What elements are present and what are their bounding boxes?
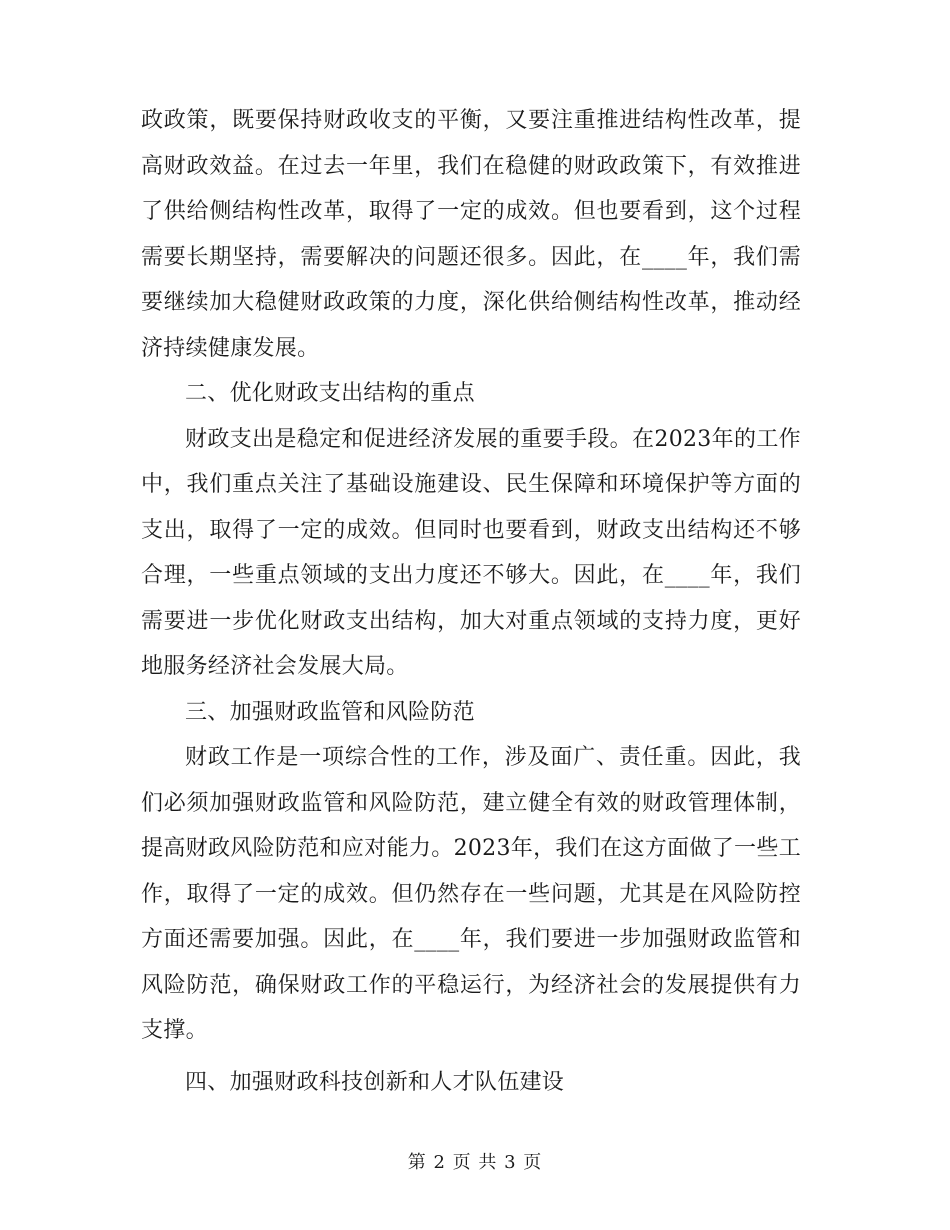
- document-body: [141, 98, 801, 1105]
- section-heading-optimize-expenditure: 二、优化财政支出结构的重点: [185, 381, 475, 406]
- paragraph-continued-fiscal-policy: 政政策，既要保持财政收支的平衡，又要注重推进结构性改革，提高财政效益。在过去一年里，我们在稳健的财政政策下，有效推进了供给侧结构性改革，取得了一定的成效。但也要看到，这个过程需要长期坚持，需要解决的问题还很多。因此，在____年，我们需要继续加大稳健财政政策的力度，深化供给侧结构性改革，推动经济持续健康发展。: [141, 108, 801, 361]
- section-heading-supervision-risk: 三、加强财政监管和风险防范: [185, 699, 475, 725]
- paragraph-supervision-risk: 财政工作是一项综合性的工作，涉及面广、责任重。因此，我们必须加强财政监管和风险防范，建立健全有效的财政管理体制，提高财政风险防范和应对能力。2023年，我们在这方面做了一些工作，取得了一定的成效。但仍然存在一些问题，尤其是在风险防控方面还需要加强。因此，在____年，我们要进一步加强财政监管和风险防范，确保财政工作的平稳运行，为经济社会的发展提供有力支撑。: [141, 745, 801, 1043]
- section-heading-tech-talent: 四、加强财政科技创新和人才队伍建设: [185, 1069, 565, 1095]
- paragraph-expenditure-structure: 财政支出是稳定和促进经济发展的重要手段。在2023年的工作中，我们重点关注了基础设施建设、民生保障和环境保护等方面的支出，取得了一定的成效。但同时也要看到，财政支出结构还不够合理，一些重点领域的支出力度还不够大。因此，在____年，我们需要进一步优化财政支出结构，加大对重点领域的支持力度，更好地服务经济社会发展大局。: [141, 426, 801, 679]
- page-number-footer: 第 2 页 共 3 页: [407, 1152, 543, 1173]
